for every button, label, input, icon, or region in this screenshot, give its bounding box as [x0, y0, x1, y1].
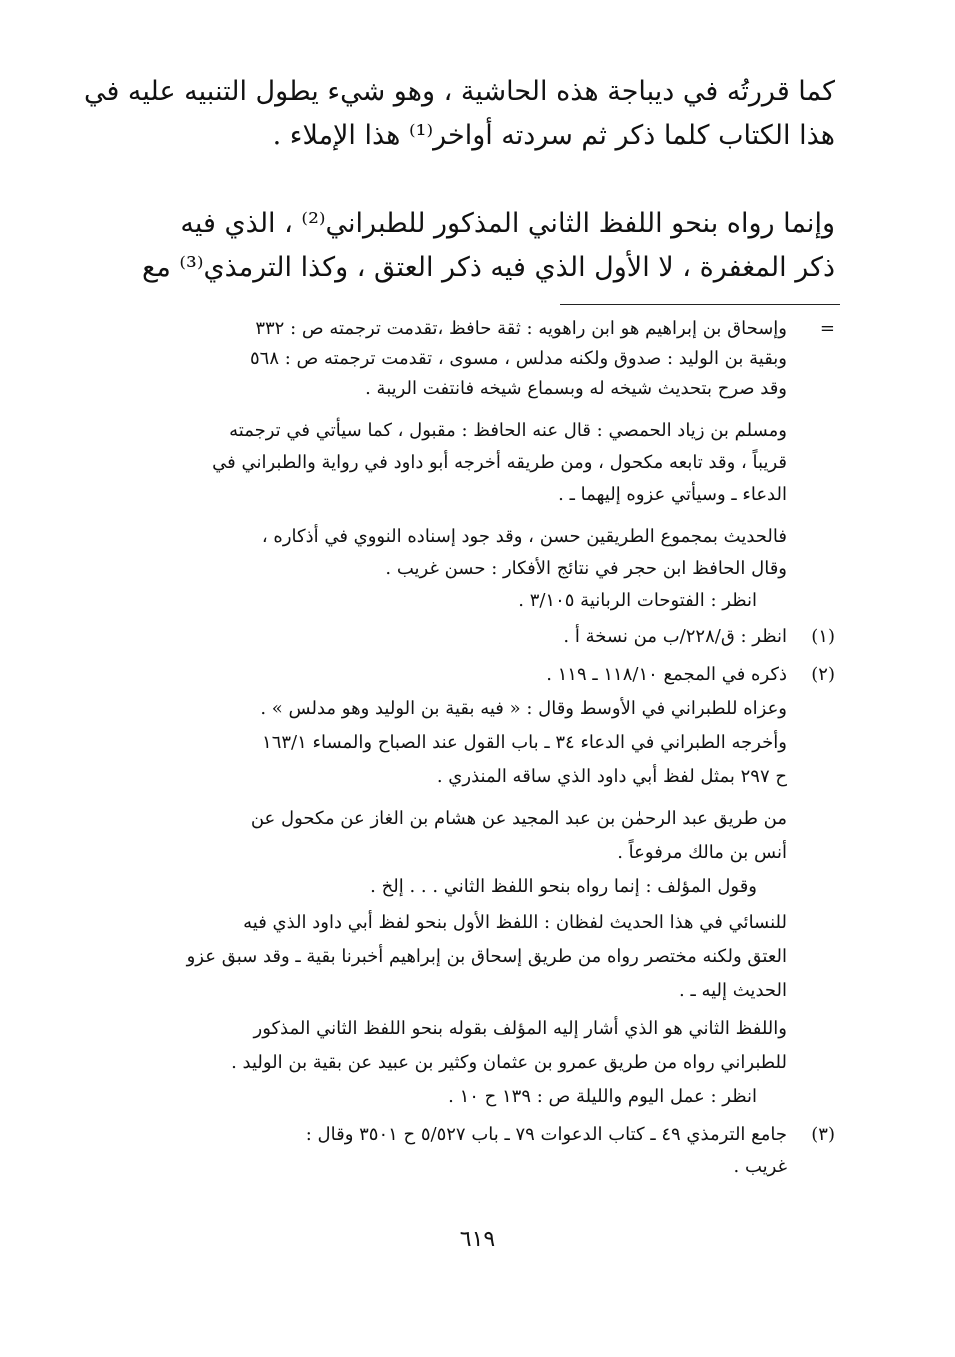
footnote-line: العتق ولكنه مختصر رواه من طريق إسحاق بن إبراهيم أخبرنا بقية ـ وقد سبق عزو	[186, 946, 787, 967]
page-number: ٦١٩	[459, 1227, 496, 1252]
footnote-line: واللفظ الثاني هو الذي أشار إليه المؤلف بقوله بنحو اللفظ الثاني المذكور	[253, 1018, 787, 1039]
footnote-line: الدعاء ـ وسيأتي عزوه إليهما ـ .	[558, 484, 787, 505]
footnote-continued-marker: =	[819, 318, 835, 339]
main-text-line: وإنما رواه بنحو اللفظ الثاني المذكور للطبراني⁽²⁾ ، الذي فيه	[180, 208, 835, 239]
footnote-line: انظر : عمل اليوم والليلة ص : ١٣٩ ح ١٠ .	[448, 1086, 757, 1107]
footnote-line: جامع الترمذي ٤٩ ـ كتاب الدعوات ٧٩ ـ باب ٥/٥٢٧ ح ٣٥٠١ وقال :	[305, 1124, 787, 1145]
main-text-line: كما قررتُه في ديباجة هذه الحاشية ، وهو شيء يطول التنبيه عليه في	[83, 76, 835, 107]
footnote-line: ذكره في المجمع ١١٨/١٠ ـ ١١٩ .	[546, 664, 787, 685]
footnote-3-marker: (٣)	[811, 1124, 835, 1145]
main-text-line: هذا الكتاب كلما ذكر ثم سردته أواخر⁽¹⁾ هذا الإملاء .	[272, 120, 835, 151]
footnote-line: من طريق عبد الرحمٰن بن عبد المجيد عن هشام بن الغاز عن مكحول عن	[250, 808, 787, 829]
footnote-line: فالحديث بمجموع الطريقين حسن ، وقد جود إسناده النووي في أذكاره ،	[261, 526, 787, 547]
footnote-line: وبقية بن الوليد : صدوق ولكنه مدلس ، مسوى ، تقدمت ترجمته ص : ٥٦٨	[249, 348, 787, 369]
footnote-line: وقول المؤلف : إنما رواه بنحو اللفظ الثاني . . . إلخ .	[370, 876, 757, 897]
footnote-line: وأخرجه الطبراني في الدعاء ٣٤ ـ باب القول عند الصباح والمساء ١٦٣/١	[262, 732, 787, 753]
footnote-line: انظر : الفتوحات الربانية ٣/١٠٥ .	[518, 590, 757, 611]
footnote-line: انظر : ق/٢٢٨/ب من نسخة أ .	[563, 626, 787, 647]
footnote-line: ح ٢٩٧ بمثل لفظ أبي داود الذي ساقه المنذري .	[436, 766, 787, 787]
footnote-separator	[560, 304, 840, 305]
footnote-line: للطبراني رواه من طريق عمرو بن عثمان وكثير بن عبيد عن بقية بن الوليد .	[231, 1052, 787, 1073]
footnote-line: غريب .	[733, 1156, 787, 1177]
footnote-line: قريباً ، وقد تابعه مكحول ، ومن طريقه أخرجه أبو داود في رواية والطبراني في	[212, 452, 787, 473]
footnote-line: وإسحاق بن إبراهيم هو ابن راهويه : ثقة حافظ ،تقدمت ترجمته ص : ٣٣٢	[255, 318, 787, 339]
main-text-line: ذكر المغفرة ، لا الأول الذي فيه ذكر العتق ، وكذا الترمذي⁽³⁾ مع	[141, 252, 835, 283]
footnote-line: أنس بن مالك مرفوعاً .	[617, 842, 787, 863]
footnote-2-marker: (٢)	[811, 664, 835, 685]
footnote-line: للنسائي في هذا الحديث لفظان : اللفظ الأول بنحو لفظ أبي داود الذي فيه	[243, 912, 787, 933]
footnote-line: الحديث إليه ـ .	[679, 980, 787, 1001]
footnote-1-marker: (١)	[811, 626, 835, 647]
footnote-line: ومسلم بن زياد الحمصي : قال عنه الحافظ : مقبول ، كما سيأتي في ترجمته	[229, 420, 787, 441]
footnote-line: وقد صرح بتحديث شيخه له وبسماع شيخه فانتفت الريبة .	[365, 378, 787, 399]
footnote-line: وقال الحافظ ابن حجر في نتائج الأفكار : حسن غريب .	[385, 558, 787, 579]
footnote-line: وعزاه للطبراني في الأوسط وقال : « فيه بقية بن الوليد وهو مدلس » .	[260, 698, 787, 719]
